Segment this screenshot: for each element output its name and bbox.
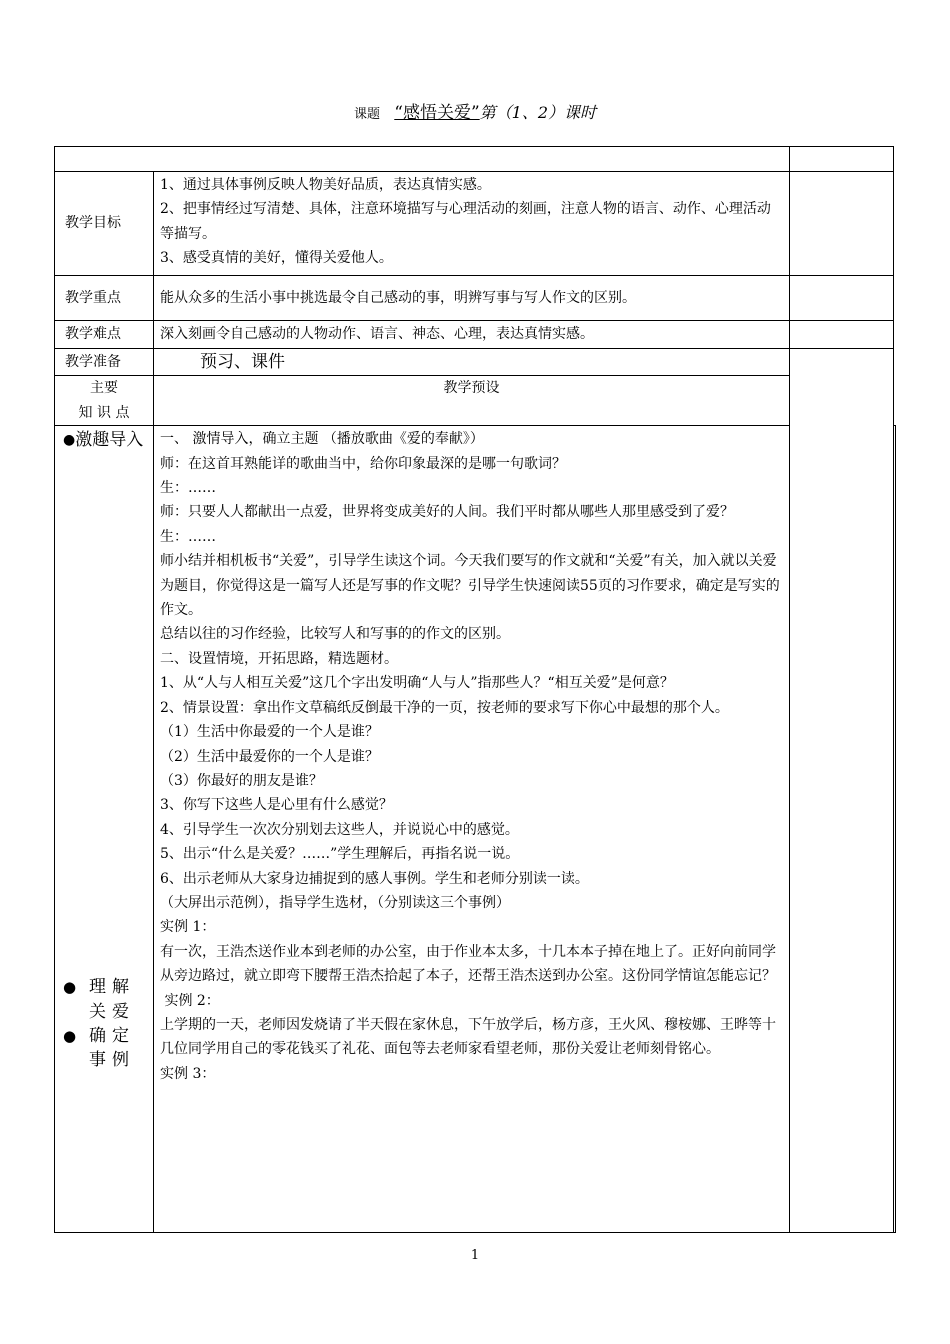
objective-line: 3、感受真情的美好，懂得关爱他人。 — [160, 250, 393, 267]
bullet-icon: ● — [63, 1027, 77, 1046]
page-number: 1 — [470, 1248, 480, 1263]
objectives-row — [55, 172, 896, 276]
plan-line: 二、设置情境，开拓思路，精选题材。 — [160, 650, 398, 667]
plan-line: 4、引导学生一次次分别划去这些人，并说说心中的感觉。 — [160, 821, 519, 838]
bullet-icon: ● — [63, 432, 76, 449]
title-lesson: 第（1、2）课时 — [479, 103, 597, 122]
knowledge-point: ● 激趣导入 — [63, 430, 144, 451]
plan-line: 实例 3： — [160, 1065, 216, 1082]
knowledge-point: ● 理解关爱 — [63, 975, 149, 1024]
objectives-content — [154, 172, 790, 276]
plan-line: （2）生活中最爱你的一个人是谁？ — [160, 748, 379, 765]
bullet-icon: ● — [63, 978, 77, 997]
plan-line: 2、情景设置：拿出作文草稿纸反倒最干净的一页，按老师的要求写下你心中最想的那个人。 — [160, 699, 729, 716]
teaching-body-row — [55, 426, 896, 1233]
difficulties-content: 深入刻画令自己感动的人物动作、语言、神态、心理，表达真情实感。 — [154, 321, 790, 349]
preparation-row — [55, 349, 896, 376]
header-left-line2: 知 识 点 — [78, 404, 130, 421]
plan-line: 3、你写下这些人是心里有什么感觉？ — [160, 797, 393, 814]
title-topic: “感悟关爱” — [394, 103, 480, 123]
plan-line: 实例 1： — [160, 919, 216, 936]
plan-line: 师：在这首耳熟能详的歌曲当中，给你印象最深的是哪一句歌词？ — [160, 455, 566, 472]
preparation-content: 预习、课件 — [154, 349, 790, 376]
plan-line: （大屏出示范例），指导学生选材，（分别读这三个事例） — [160, 894, 510, 911]
lesson-plan-table — [54, 146, 896, 1233]
plan-line: 生：…… — [160, 480, 216, 497]
key-points-row — [55, 276, 896, 321]
objective-line: 2、把事情经过写清楚、具体，注意环境描写与心理活动的刻画，注意人物的语言、动作、心理活动等描写。 — [160, 201, 771, 242]
section-header-row — [55, 376, 896, 426]
difficulties-label: 教学难点 — [55, 321, 154, 349]
plan-line: 有一次，王浩杰送作业本到老师的办公室，由于作业本太多，十几本本子掉在地上了。正好向前同学从旁边路过，就立即弯下腰帮王浩杰拾起了本子，还帮王浩杰送到办公室。这份同学情谊怎能忘记？ — [160, 943, 776, 985]
teaching-plan-content — [154, 426, 790, 1233]
plan-line: （1）生活中你最爱的一个人是谁？ — [160, 724, 379, 741]
plan-line: 一、 激情导入，确立主题 （播放歌曲《爱的奉献》） — [160, 431, 484, 448]
objectives-label: 教学目标 — [55, 172, 154, 276]
plan-line: 师：只要人人都献出一点爱，世界将变成美好的人间。我们平时都从哪些人那里感受到了爱？ — [160, 504, 734, 521]
plan-line: 上学期的一天，老师因发烧请了半天假在家休息，下午放学后，杨方彦，王火风、穆桉娜、王晔等十几位同学用自己的零花钱买了礼花、面包等去老师家看望老师，那份关爱让老师刻骨铭心。 — [160, 1016, 776, 1058]
knowledge-points-column — [55, 426, 154, 1233]
teaching-plan-header: 教学预设 — [154, 376, 790, 426]
objective-line: 1、通过具体事例反映人物美好品质，表达真情实感。 — [160, 177, 491, 193]
preparation-label: 教学准备 — [55, 349, 154, 376]
blank-row — [55, 147, 896, 172]
plan-line: 1、从“人与人相互关爱”这几个字出发明确“人与人”指那些人？“相互关爱”是何意？ — [160, 675, 674, 692]
knowledge-points-header — [55, 376, 154, 426]
plan-line: 实例 2： — [160, 992, 220, 1009]
plan-line: 生：…… — [160, 528, 216, 545]
header-left-line1: 主要 — [90, 380, 118, 397]
title-prefix: 课题 — [353, 107, 380, 122]
plan-line: 师小结并相机板书“关爱”，引导学生读这个词。今天我们要写的作文就和“关爱”有关，加入就以关爱为题目，你觉得这是一篇写人还是写事的作文呢？引导学生快速阅读55页的习作要求，确定是写实的作文。 — [160, 553, 780, 619]
plan-line: 6、出示老师从大家身边捕捉到的感人事例。学生和老师分别读一读。 — [160, 870, 589, 887]
difficulties-row — [55, 321, 896, 349]
plan-line: （3）你最好的朋友是谁？ — [160, 772, 323, 789]
key-points-content: 能从众多的生活小事中挑选最令自己感动的事，明辨写事与写人作文的区别。 — [154, 276, 790, 321]
key-points-label: 教学重点 — [55, 276, 154, 321]
lesson-title — [0, 98, 950, 123]
plan-line: 总结以往的习作经验，比较写人和写事的的作文的区别。 — [160, 626, 510, 643]
plan-line: 5、出示“什么是关爱？……”学生理解后，再指名说一说。 — [160, 846, 520, 863]
knowledge-point: ● 确定事例 — [63, 1024, 149, 1073]
